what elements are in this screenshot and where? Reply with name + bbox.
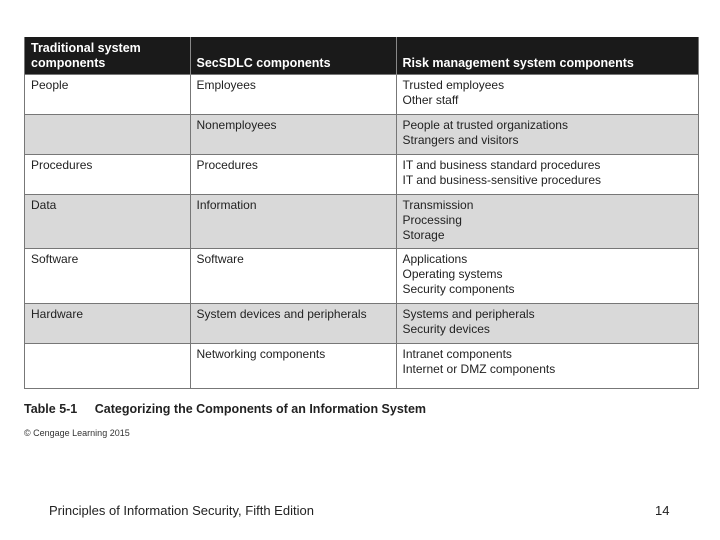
cell-text: Applications bbox=[402, 251, 468, 266]
table-cell bbox=[396, 303, 698, 343]
cell-text: Processing bbox=[402, 212, 462, 227]
cell-text: System devices and peripherals bbox=[196, 306, 367, 321]
table-cell bbox=[190, 194, 396, 248]
table-cell bbox=[396, 114, 698, 154]
column-header-line: Traditional system bbox=[31, 40, 141, 55]
table-cell bbox=[25, 74, 190, 114]
table-cell bbox=[190, 343, 396, 389]
table-cell bbox=[396, 248, 698, 303]
components-table-container bbox=[24, 37, 699, 389]
table-cell bbox=[25, 194, 190, 248]
table-row bbox=[25, 114, 698, 154]
table-cell bbox=[396, 154, 698, 194]
cell-text: Software bbox=[196, 251, 244, 266]
page-number: 14 bbox=[655, 503, 670, 518]
components-table bbox=[25, 37, 698, 389]
cell-text: Systems and peripherals bbox=[402, 306, 535, 321]
table-cell bbox=[25, 114, 190, 154]
cell-text: Security components bbox=[402, 281, 515, 296]
cell-text: Security devices bbox=[402, 321, 490, 336]
column-header-line: Risk management system components bbox=[402, 55, 634, 70]
cell-text: Operating systems bbox=[402, 266, 503, 281]
table-row bbox=[25, 154, 698, 194]
header-row bbox=[25, 37, 698, 74]
cell-text: Transmission bbox=[402, 197, 474, 212]
cell-text: Trusted employees bbox=[402, 77, 505, 92]
column-header-3 bbox=[396, 37, 698, 74]
cell-text: Storage bbox=[402, 227, 445, 242]
cell-text: Nonemployees bbox=[196, 117, 277, 132]
cell-text: Employees bbox=[196, 77, 256, 92]
table-cell bbox=[190, 114, 396, 154]
cell-text: IT and business-sensitive procedures bbox=[402, 172, 602, 187]
table-caption bbox=[24, 402, 426, 416]
table-row bbox=[25, 343, 698, 389]
table-cell bbox=[190, 303, 396, 343]
table-row bbox=[25, 74, 698, 114]
cell-text: Strangers and visitors bbox=[402, 132, 519, 147]
table-row bbox=[25, 248, 698, 303]
cell-text: People bbox=[31, 77, 69, 92]
column-header-1 bbox=[25, 37, 190, 74]
cell-text: Other staff bbox=[402, 92, 459, 107]
table-cell bbox=[396, 194, 698, 248]
table-cell bbox=[396, 343, 698, 389]
cell-text: Networking components bbox=[196, 346, 326, 361]
cell-text: Software bbox=[31, 251, 79, 266]
cell-text: Data bbox=[31, 197, 57, 212]
table-cell bbox=[190, 154, 396, 194]
caption-number: Table 5-1 bbox=[24, 402, 78, 416]
cell-text: People at trusted organizations bbox=[402, 117, 568, 132]
cell-text: IT and business standard procedures bbox=[402, 157, 601, 172]
caption-text: Categorizing the Components of an Information System bbox=[94, 402, 427, 416]
table-cell bbox=[190, 74, 396, 114]
table-cell bbox=[190, 248, 396, 303]
table-cell bbox=[25, 248, 190, 303]
cell-text: Procedures bbox=[31, 157, 93, 172]
table-cell bbox=[25, 303, 190, 343]
table-cell bbox=[25, 154, 190, 194]
copyright-credit: © Cengage Learning 2015 bbox=[24, 428, 130, 438]
table-cell bbox=[25, 343, 190, 389]
column-header-2 bbox=[190, 37, 396, 74]
table-body bbox=[25, 74, 698, 389]
table-row bbox=[25, 194, 698, 248]
footer-book-title: Principles of Information Security, Fifth Edition bbox=[49, 503, 314, 518]
cell-text: Internet or DMZ components bbox=[402, 361, 556, 376]
table-cell bbox=[396, 74, 698, 114]
column-header-line: SecSDLC components bbox=[196, 55, 331, 70]
column-header-line: components bbox=[31, 55, 106, 70]
table-header bbox=[25, 37, 698, 74]
cell-text: Procedures bbox=[196, 157, 258, 172]
cell-text: Information bbox=[196, 197, 257, 212]
cell-text: Intranet components bbox=[402, 346, 512, 361]
table-row bbox=[25, 303, 698, 343]
cell-text: Hardware bbox=[31, 306, 84, 321]
